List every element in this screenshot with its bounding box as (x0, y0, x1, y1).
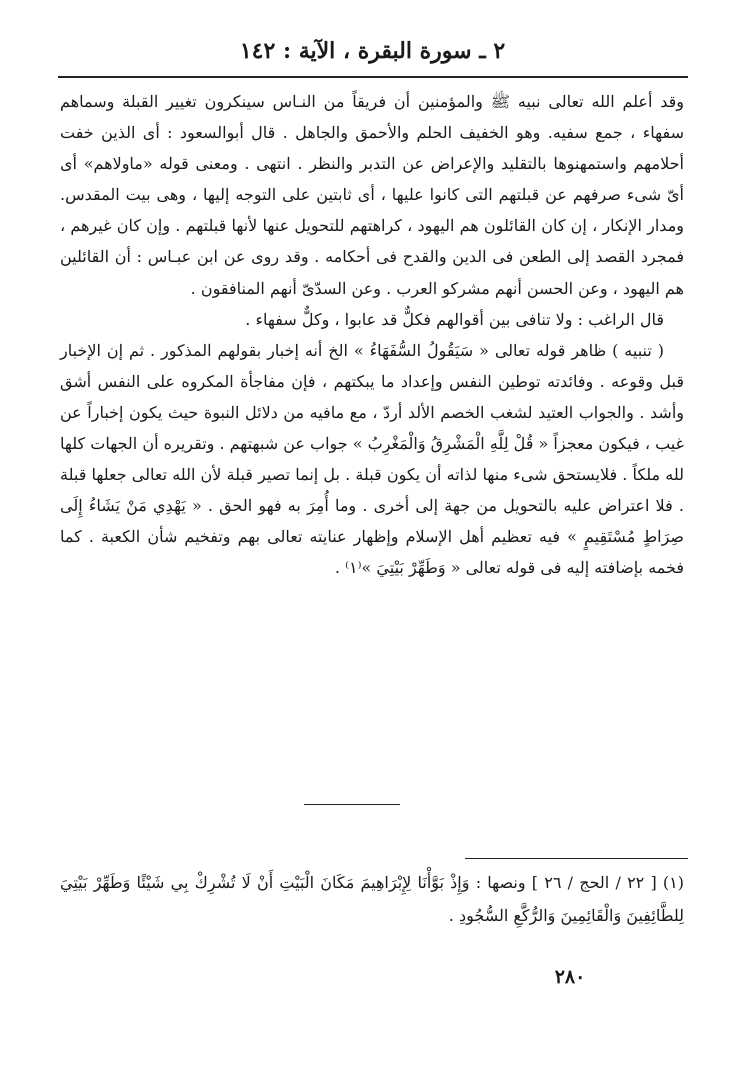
footnote-text: (١) [ ٢٢ / الحج / ٢٦ ] ونصها : وَإِذْ بَوَّأْنَا لِإِبْرَاهِيمَ مَكَانَ الْبَيْتِ أَنْ لَا تُشْرِكْ بِي شَيْئًا وَطَهِّرْ بَيْتِيَ لِلطَّائِفِينَ وَالْقَائِمِينَ وَالرُّكَّعِ السُّجُودِ . (60, 873, 684, 925)
footnote (60, 866, 684, 932)
paragraph-tanbih: ( تنبيه ) ظاهر قوله تعالى « سَيَقُولُ السُّفَهَاءُ » الخ أنه إخبار بقولهم المذكور . ثم إن الإخبار قبل وقوعه . وفائدته توطين النفس وإعداد ما يبكتهم ، فإن مفاجأة المكروه على النفس أشق وأشد . والجواب العتيد لشغب الخصم الألد أردّ ، مع مافيه من دلائل النبوة حيث يكون إخباراً عن غيب ، فيكون معجزاً « قُلْ لِلَّهِ الْمَشْرِقُ وَالْمَغْرِبُ » جواب عن شبهتهم . وتقريره أن الجهات كلها لله ملكاً . فلايستحق شىء منها لذاته أن يكون قبلة . بل إنما تصير قبلة لأن الله تعالى جعلها قبلة . فلا اعتراض عليه بالتحويل من جهة إلى أخرى . وما أُمِرَ به فهو الحق . « يَهْدِي مَنْ يَشَاءُ إِلَى صِرَاطٍ مُسْتَقِيمٍ » فيه تعظيم أهل الإسلام وإظهار عنايته تعالى بهم وتفخيم شأن الكعبة . كما فخمه بإضافته إليه فى قوله تعالى « وَطَهِّرْ بَيْتِيَ »⁽١⁾ . (60, 340, 684, 578)
paragraph-raghib: قال الراغب : ولا تنافى بين أقوالهم فكلٌّ قد عابوا ، وكلٌّ سفهاء . (245, 309, 664, 329)
paragraph-commentary: وقد أعلم الله تعالى نبيه ﷺ والمؤمنين أن فريقاً من النـاس سينكرون تغيير القبلة وسماهم سفهاء ، جمع سفيه. وهو الخفيف الحلم والأحمق والجاهل . قال أبوالسعود : أى الذين خفت أحلامهم واستمهنوها بالتقليد والإعراض عن التدبر والنظر . انتهى . ومعنى قوله «ماولاهم» أى أىّ شىء صرفهم عن قبلتهم التى كانوا عليها ، أى ثابتين على التوجه إليها ، وهى بيت المقدس. ومدار الإنكار ، إن كان القائلون هم اليهود ، كراهتهم للتحويل عنها لأنها قبلتهم . وإن كان غيرهم ، فمجرد القصد إلى الطعن فى الدين والقدح فى أحكامه . وقد روى عن ابن عبـاس : أن القائلين هم اليهود ، وعن الحسن أنهم مشركو العرب . وعن السدّىّ أنهم المنافقون . (60, 92, 685, 298)
main-text (60, 86, 684, 584)
page-number: ٢٨٠ (554, 966, 586, 988)
header-rule (58, 76, 688, 78)
footnote-rule (465, 858, 688, 859)
running-header: ٢ ـ سورة البقرة ، الآية : ١٤٢ (239, 38, 506, 64)
section-end-rule (304, 804, 400, 805)
